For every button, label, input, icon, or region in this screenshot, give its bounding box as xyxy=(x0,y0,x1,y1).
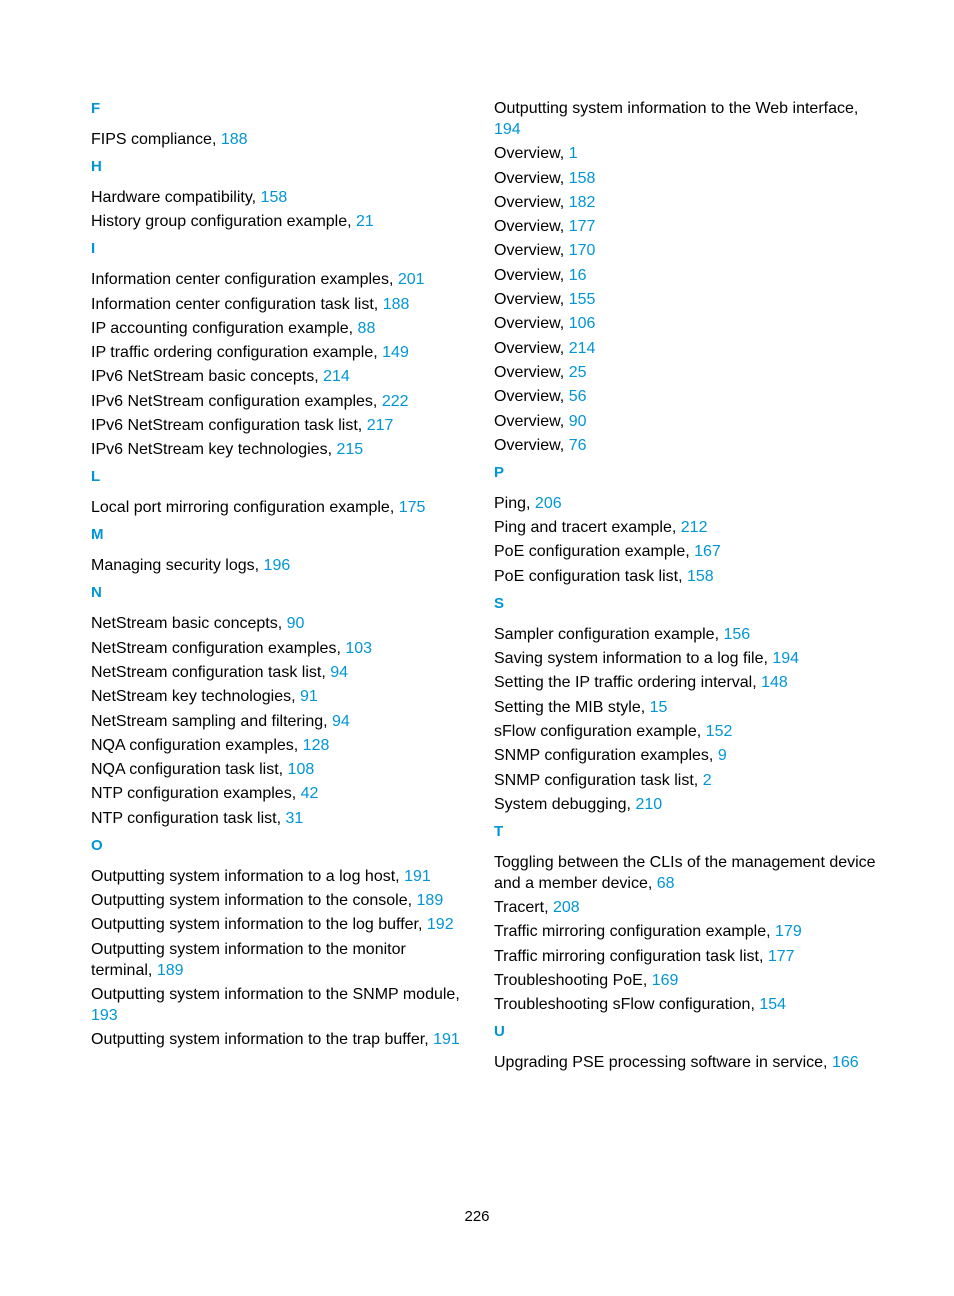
index-group xyxy=(91,582,461,828)
page-link[interactable]: 108 xyxy=(287,761,315,779)
index-term: Overview, xyxy=(494,218,565,236)
index-entry xyxy=(91,415,461,436)
index-entry xyxy=(91,318,461,339)
index-letter-heading: T xyxy=(494,822,504,840)
index-entry-list xyxy=(494,98,884,456)
index-term: System debugging, xyxy=(494,795,631,813)
page-link[interactable]: 2 xyxy=(702,771,712,789)
page-link[interactable]: 194 xyxy=(494,121,521,138)
index-term: NTP configuration task list, xyxy=(91,809,282,827)
index-entry xyxy=(91,638,461,659)
page-link[interactable]: 193 xyxy=(91,1006,118,1024)
index-entry xyxy=(494,289,884,310)
index-group xyxy=(494,462,884,587)
index-term: Traffic mirroring configuration example, xyxy=(494,923,771,941)
index-group xyxy=(494,1021,884,1073)
page-link[interactable]: 56 xyxy=(568,388,587,406)
index-group xyxy=(91,835,461,1050)
index-entry xyxy=(494,143,884,164)
index-letter-heading: L xyxy=(91,468,101,486)
page-link[interactable]: 158 xyxy=(260,189,288,206)
index-entry xyxy=(494,313,884,334)
index-entry-list xyxy=(91,497,461,518)
page-link[interactable]: 166 xyxy=(831,1054,859,1072)
index-entry-list xyxy=(91,613,461,828)
index-term: NetStream configuration examples, xyxy=(91,639,341,657)
page-link[interactable]: 222 xyxy=(381,392,409,410)
index-term: NetStream sampling and filtering, xyxy=(91,712,328,730)
index-right-column xyxy=(494,98,884,1079)
index-entry-list xyxy=(494,493,884,587)
index-group xyxy=(494,821,884,1015)
index-term: Managing security logs, xyxy=(91,557,260,575)
index-entry xyxy=(91,890,461,911)
index-entry xyxy=(494,541,884,562)
index-term: Ping, xyxy=(494,494,531,512)
index-term: Setting the MIB style, xyxy=(494,698,646,716)
index-term: sFlow configuration example, xyxy=(494,722,702,740)
index-entry xyxy=(494,970,884,991)
page-link[interactable]: 152 xyxy=(705,722,733,740)
index-entry xyxy=(494,98,884,140)
index-entry xyxy=(91,391,461,412)
index-term: Overview, xyxy=(494,291,565,309)
index-term: Overview, xyxy=(494,242,565,260)
index-entry xyxy=(494,240,884,261)
page-link[interactable]: 175 xyxy=(398,499,426,517)
page-link[interactable]: 25 xyxy=(568,363,587,381)
index-term: Overview, xyxy=(494,412,565,430)
index-term: FIPS compliance, xyxy=(91,131,217,148)
index-term: Overview, xyxy=(494,363,565,381)
index-entry xyxy=(494,435,884,456)
index-entry xyxy=(494,672,884,693)
index-term: Information center configuration task list, xyxy=(91,295,379,313)
index-term: IPv6 NetStream key technologies, xyxy=(91,441,333,459)
page-link[interactable]: 94 xyxy=(330,663,349,681)
index-entry xyxy=(91,783,461,804)
index-group xyxy=(494,98,884,456)
index-term: Outputting system information to the Web interface, xyxy=(494,100,859,117)
index-term: IPv6 NetStream basic concepts, xyxy=(91,368,319,386)
index-term: NetStream basic concepts, xyxy=(91,615,283,633)
page-link[interactable]: 188 xyxy=(382,295,410,313)
index-group xyxy=(91,156,461,232)
page-link[interactable]: 158 xyxy=(568,169,596,187)
page-link[interactable]: 214 xyxy=(323,368,350,386)
page-link[interactable]: 1 xyxy=(568,145,578,163)
index-term: SNMP configuration examples, xyxy=(494,747,714,765)
index-entry xyxy=(494,566,884,587)
index-term: Toggling between the CLIs of the management device and a member device, xyxy=(494,853,876,892)
page-link[interactable]: 179 xyxy=(775,923,802,941)
index-term: NQA configuration task list, xyxy=(91,761,284,779)
index-entry xyxy=(91,555,461,576)
index-letter-heading: S xyxy=(494,594,505,612)
page-link[interactable]: 201 xyxy=(397,271,425,289)
index-term: Overview, xyxy=(494,145,565,163)
index-term: Overview, xyxy=(494,266,565,284)
index-entry xyxy=(91,187,461,208)
index-term: SNMP configuration task list, xyxy=(494,771,699,789)
page-link[interactable]: 192 xyxy=(426,916,454,934)
index-term: IPv6 NetStream configuration task list, xyxy=(91,417,363,435)
index-entry xyxy=(91,269,461,290)
index-left-column xyxy=(91,98,461,1056)
index-entry xyxy=(91,711,461,732)
page-link[interactable]: 191 xyxy=(404,867,431,885)
index-letter-heading: P xyxy=(494,463,505,481)
page-link[interactable]: 15 xyxy=(649,698,668,716)
index-entry xyxy=(494,794,884,815)
page-link[interactable]: 68 xyxy=(656,874,675,892)
page-link[interactable]: 215 xyxy=(336,441,364,459)
index-letter-heading: F xyxy=(91,100,101,117)
index-term: Local port mirroring configuration example, xyxy=(91,499,395,517)
index-term: Overview, xyxy=(494,193,565,211)
index-entry-list xyxy=(91,129,461,150)
index-entry xyxy=(91,866,461,887)
index-entry xyxy=(494,624,884,645)
index-term: Troubleshooting sFlow configuration, xyxy=(494,996,755,1014)
page-link[interactable]: 208 xyxy=(552,899,580,917)
index-group xyxy=(91,524,461,576)
page-link[interactable]: 88 xyxy=(357,319,376,337)
index-entry xyxy=(91,808,461,829)
index-term: Hardware compatibility, xyxy=(91,189,257,206)
index-entry xyxy=(91,497,461,518)
index-entry xyxy=(494,216,884,237)
index-entry xyxy=(91,939,461,981)
index-entry xyxy=(494,994,884,1015)
index-entry xyxy=(494,386,884,407)
index-term: Outputting system information to the log buffer, xyxy=(91,916,423,934)
index-entry xyxy=(494,493,884,514)
page-link[interactable]: 103 xyxy=(345,639,373,657)
index-letter-heading: M xyxy=(91,526,104,544)
index-entry-list xyxy=(91,187,461,232)
index-term: NQA configuration examples, xyxy=(91,736,299,754)
index-term: Upgrading PSE processing software in service, xyxy=(494,1054,828,1072)
index-letter-heading: H xyxy=(91,158,102,175)
index-term: Information center configuration examples, xyxy=(91,271,394,289)
page-link[interactable]: 214 xyxy=(568,339,596,357)
index-entry xyxy=(494,192,884,213)
page-link[interactable]: 206 xyxy=(534,494,562,512)
page-link[interactable]: 167 xyxy=(694,543,721,561)
index-group xyxy=(91,238,461,460)
index-term: Overview, xyxy=(494,339,565,357)
page-link[interactable]: 31 xyxy=(285,809,304,827)
index-term: Traffic mirroring configuration task list, xyxy=(494,947,764,965)
index-term: IP traffic ordering configuration example, xyxy=(91,344,378,362)
index-entry xyxy=(91,914,461,935)
index-term: History group configuration example, xyxy=(91,213,352,231)
index-entry xyxy=(494,852,884,894)
index-term: NTP configuration examples, xyxy=(91,785,297,803)
page-link[interactable]: 182 xyxy=(568,193,596,211)
index-entry xyxy=(494,697,884,718)
index-entry xyxy=(494,1052,884,1073)
index-entry xyxy=(494,770,884,791)
index-group xyxy=(91,466,461,518)
index-entry xyxy=(91,1029,461,1050)
page-link[interactable]: 90 xyxy=(286,615,305,633)
index-entry-list xyxy=(494,624,884,815)
index-entry xyxy=(91,342,461,363)
index-entry xyxy=(91,662,461,683)
index-term: Outputting system information to the trap buffer, xyxy=(91,1031,429,1049)
page-link[interactable]: 148 xyxy=(761,674,788,692)
page-link[interactable]: 194 xyxy=(772,650,800,668)
page-link[interactable]: 156 xyxy=(723,625,751,643)
page-link[interactable]: 177 xyxy=(568,218,596,236)
index-term: PoE configuration task list, xyxy=(494,567,683,585)
index-group xyxy=(494,593,884,815)
page-link[interactable]: 196 xyxy=(263,557,291,575)
page-link[interactable]: 94 xyxy=(332,712,350,730)
page-link[interactable]: 191 xyxy=(433,1031,460,1049)
page-link[interactable]: 21 xyxy=(356,213,374,231)
index-term: IPv6 NetStream configuration examples, xyxy=(91,392,378,410)
index-entry xyxy=(494,745,884,766)
page-link[interactable]: 210 xyxy=(635,795,663,813)
index-term: Troubleshooting PoE, xyxy=(494,972,648,990)
index-entry xyxy=(91,439,461,460)
index-letter-heading: U xyxy=(494,1023,505,1041)
index-entry xyxy=(494,265,884,286)
page-link[interactable]: 90 xyxy=(568,412,587,430)
index-term: NetStream configuration task list, xyxy=(91,663,326,681)
page-link[interactable]: 189 xyxy=(416,892,444,910)
page-link[interactable]: 42 xyxy=(300,785,319,803)
index-term: Overview, xyxy=(494,315,565,333)
index-term: Outputting system information to the monitor terminal, xyxy=(91,940,406,979)
index-entry xyxy=(91,613,461,634)
page-link[interactable]: 212 xyxy=(680,519,708,537)
index-entry xyxy=(494,338,884,359)
index-entry-list xyxy=(91,555,461,576)
page-link[interactable]: 158 xyxy=(687,567,714,585)
index-entry xyxy=(494,648,884,669)
index-term: PoE configuration example, xyxy=(494,543,690,561)
index-entry xyxy=(91,366,461,387)
index-entry xyxy=(91,686,461,707)
index-entry xyxy=(91,129,461,150)
index-term: IP accounting configuration example, xyxy=(91,319,354,337)
index-term: Saving system information to a log file, xyxy=(494,650,768,668)
index-term: Tracert, xyxy=(494,899,549,917)
page-link[interactable]: 177 xyxy=(767,947,795,965)
index-entry xyxy=(494,897,884,918)
index-entry xyxy=(91,984,461,1026)
index-term: Setting the IP traffic ordering interval, xyxy=(494,674,757,692)
index-term: Sampler configuration example, xyxy=(494,625,720,643)
index-entry-list xyxy=(494,1052,884,1073)
page-link[interactable]: 128 xyxy=(302,736,330,754)
page-link[interactable]: 217 xyxy=(366,417,394,435)
page-link[interactable]: 154 xyxy=(759,996,787,1014)
index-term: Ping and tracert example, xyxy=(494,519,677,537)
index-entry xyxy=(91,735,461,756)
index-entry xyxy=(91,211,461,232)
page-link[interactable]: 91 xyxy=(300,688,318,706)
index-entry xyxy=(91,294,461,315)
page-number: 226 xyxy=(464,1208,490,1225)
index-entry xyxy=(494,946,884,967)
index-letter-heading: N xyxy=(91,584,102,602)
page-link[interactable]: 155 xyxy=(568,291,596,309)
index-term: Overview, xyxy=(494,169,565,187)
page-link[interactable]: 189 xyxy=(156,961,184,979)
index-entry xyxy=(494,721,884,742)
page-link[interactable]: 170 xyxy=(568,242,596,260)
index-entry xyxy=(494,168,884,189)
index-entry xyxy=(91,759,461,780)
index-term: Outputting system information to a log host, xyxy=(91,867,400,885)
page-link[interactable]: 149 xyxy=(382,344,409,362)
index-entry xyxy=(494,517,884,538)
index-term: Outputting system information to the SNMP module, xyxy=(91,985,460,1003)
index-group xyxy=(91,98,461,150)
index-term: Overview, xyxy=(494,388,565,406)
index-entry xyxy=(494,411,884,432)
page-link[interactable]: 76 xyxy=(568,436,587,454)
page-link[interactable]: 188 xyxy=(220,131,248,148)
index-entry xyxy=(494,362,884,383)
index-term: Outputting system information to the console, xyxy=(91,892,413,910)
page-link[interactable]: 9 xyxy=(717,747,727,765)
page-link[interactable]: 16 xyxy=(568,266,587,284)
index-entry xyxy=(494,921,884,942)
index-term: NetStream key technologies, xyxy=(91,688,296,706)
index-letter-heading: I xyxy=(91,240,96,258)
page-link[interactable]: 169 xyxy=(651,972,679,990)
index-entry-list xyxy=(91,866,461,1050)
page-link[interactable]: 106 xyxy=(568,315,596,333)
index-entry-list xyxy=(91,269,461,460)
index-term: Overview, xyxy=(494,436,565,454)
index-entry-list xyxy=(494,852,884,1015)
index-letter-heading: O xyxy=(91,836,103,854)
